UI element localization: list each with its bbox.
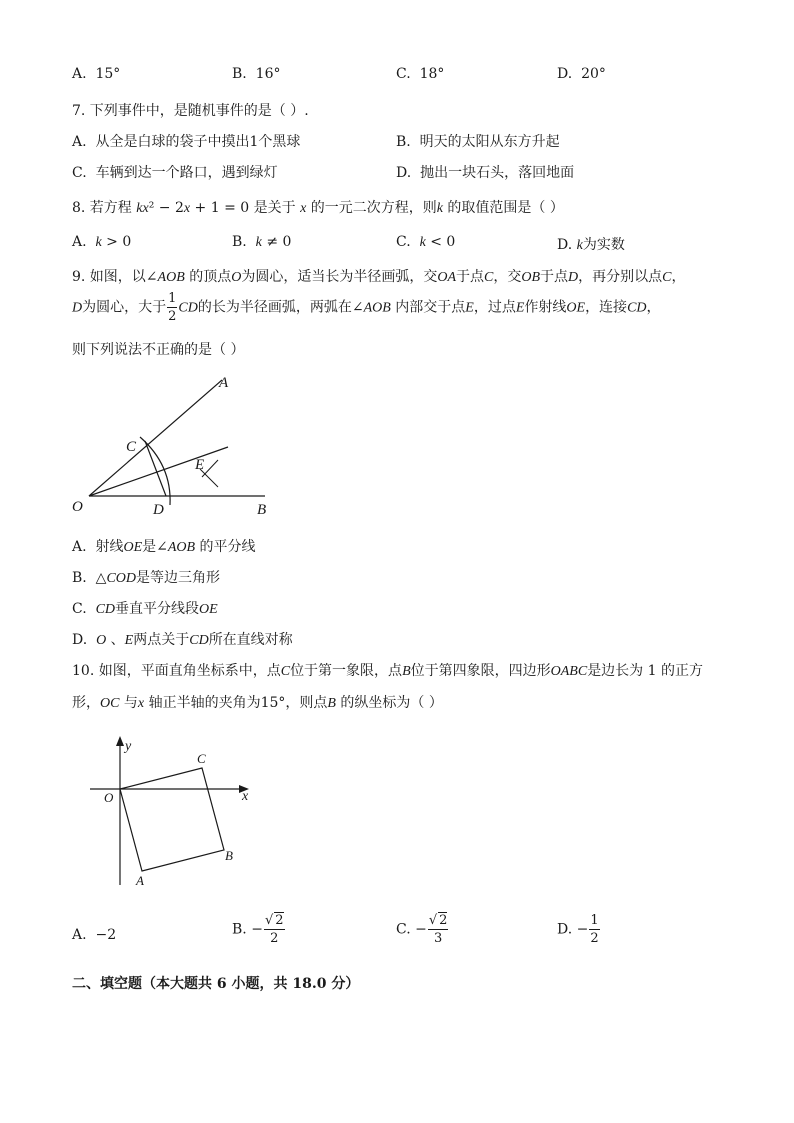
q9-stem-line3: 则下列说法不正确的是（ ） (72, 342, 245, 358)
q9-figure (60, 365, 290, 525)
q9-option-b: B. △COD是等边三角形 (72, 570, 220, 586)
q9-fraction: $\frac{1}{2}$ (168, 291, 177, 324)
q6-option-b: B. 16° (232, 66, 281, 82)
q8-option-d: D. k为实数 (557, 237, 625, 253)
q10-stem-line1: 10. 如图，平面直角坐标系中，点C位于第一象限，点B位于第四象限，四边形OABC是边长为 1 的正方 (72, 663, 703, 679)
label-y: y (125, 739, 132, 754)
square-oabc (120, 768, 224, 871)
q7-stem: 7. 下列事件中，是随机事件的是（ ）. (72, 103, 309, 119)
q9-stem-line1: 9. 如图，以∠AOB 的顶点O为圆心，适当长为半径画弧，交OA于点C，交OB于点D，再分别以点C， (72, 269, 686, 285)
q9-option-d: D. O 、E两点关于CD所在直线对称 (72, 632, 293, 648)
label-o: O (72, 499, 83, 515)
q10-option-d: D. − $\frac{1}{2}$ (557, 913, 599, 946)
q8-option-c: C. k < 0 (396, 234, 456, 250)
label-a: A (219, 375, 229, 391)
q6-option-a: A. 15° (72, 66, 121, 82)
q8-option-b: B. k ≠ 0 (232, 234, 292, 250)
q10-option-b: B. − $\frac{√ 2}{2}$ (232, 913, 284, 946)
q10-stem-line2: 形，OC 与x 轴正半轴的夹角为15°，则点B 的纵坐标为（ ） (72, 695, 443, 711)
q8-stem: 8. 若方程 kx² − 2x + 1 = 0 是关于 x 的一元二次方程，则k 的取值范围是（ ） (72, 200, 564, 216)
segment-cd (145, 441, 166, 496)
label-b: B (257, 502, 267, 518)
label-c: C (197, 751, 206, 766)
q9-option-a: A. 射线OE是∠AOB 的平分线 (72, 539, 256, 555)
q10-option-c: C. − $\frac{√ 2}{3}$ (396, 913, 448, 946)
label-o: O (104, 790, 114, 805)
q7-option-d: D. 抛出一块石头，落回地面 (396, 165, 575, 181)
q7-option-c: C. 车辆到达一个路口，遇到绿灯 (72, 165, 278, 181)
q8-option-a: A. k > 0 (72, 234, 132, 250)
label-e: E (195, 457, 205, 473)
label-d: D (153, 502, 164, 518)
label-a: A (136, 873, 144, 888)
q9-option-c: C. CD垂直平分线段OE (72, 601, 218, 617)
q6-option-d: D. 20° (557, 66, 606, 82)
label-c: C (126, 439, 137, 455)
section-2-title: 二、填空题（本大题共 6 小题，共 18.0 分） (72, 976, 360, 992)
q10-figure (80, 730, 270, 895)
ray-oa (89, 380, 222, 496)
q10-option-a: A. −2 (72, 927, 117, 943)
arc-mark-2 (202, 460, 218, 477)
label-b: B (225, 848, 233, 863)
q7-option-a: A. 从全是白球的袋子中摸出1个黑球 (72, 134, 301, 150)
q7-option-b: B. 明天的太阳从东方升起 (396, 134, 560, 150)
q9-stem-line2: D为圆心，大于 $\frac{1}{2}$ CD的长为半径画弧，两弧在∠AOB 内部交于点E，过点E作射线OE，连接CD， (72, 291, 661, 324)
q6-option-c: C. 18° (396, 66, 445, 82)
label-x: x (242, 789, 249, 804)
y-axis-arrow (116, 736, 124, 746)
